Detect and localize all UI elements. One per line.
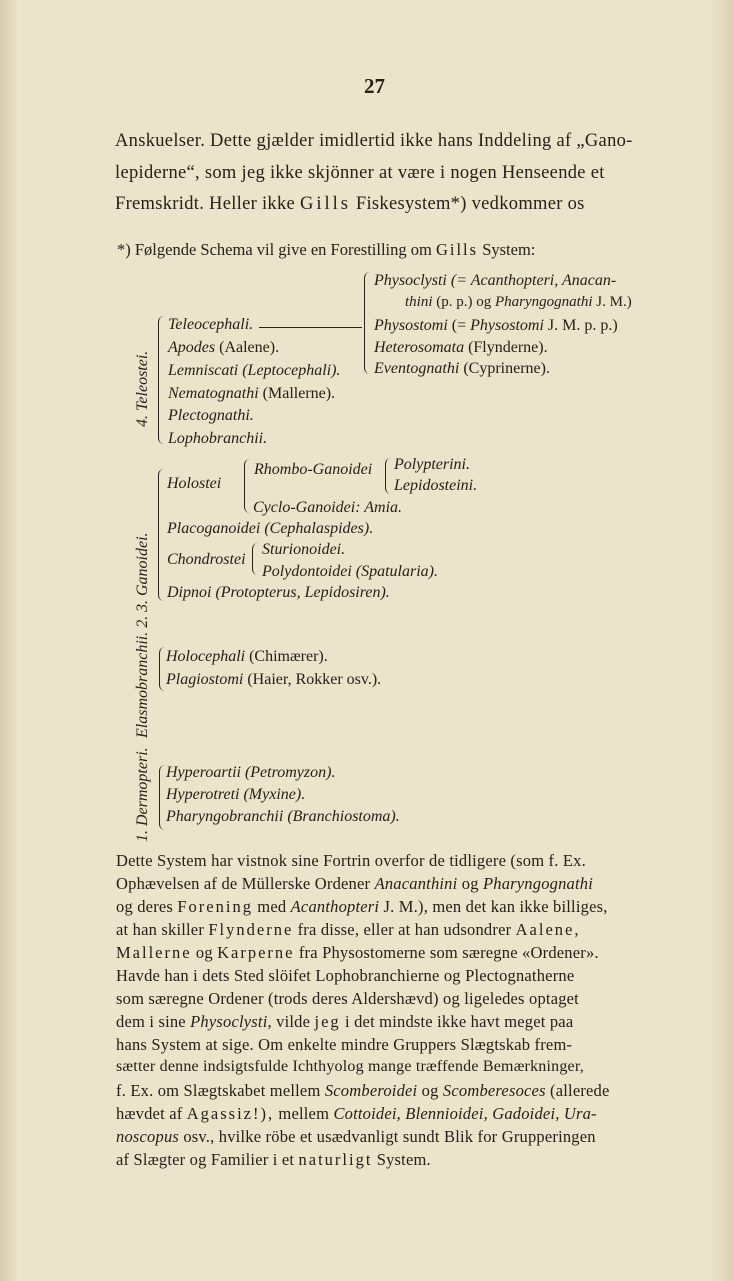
- holostei-label: Holostei: [167, 475, 222, 492]
- eventognathi-entry: Eventognathi (Cyprinerne).: [374, 360, 550, 377]
- physoclysti-bracket: [364, 272, 373, 374]
- intro-line-3a: Fremskridt. Heller ikke: [115, 194, 296, 214]
- heterosomata-entry: Heterosomata (Flynderne).: [374, 339, 548, 356]
- final-line-14: af Slægter og Familier i et naturligt System.: [116, 1150, 431, 1169]
- plectognathi-label: Plectognathi.: [168, 407, 254, 424]
- sturionoidei-label: Sturionoidei.: [262, 541, 346, 558]
- final-line-12: hævdet af Agassiz!), mellem Cottoidei, Blennioidei, Gadoidei, Ura-: [116, 1104, 597, 1123]
- final-line-2: Ophævelsen af de Müllerske Ordener Anacanthini og Pharyngognathi: [116, 874, 594, 893]
- final-line-11: f. Ex. om Slægtskabet mellem Scomberoidei og Scomberesoces (allerede: [116, 1081, 610, 1100]
- page-number: 27: [364, 74, 385, 98]
- final-line-6: Havde han i dets Sted slöifet Lophobranchierne og Plectognatherne: [116, 966, 575, 985]
- footnote-text-b: System:: [482, 240, 536, 259]
- final-line-3: og deres Forening med Acanthopteri J. M.), men det kan ikke billiges,: [116, 897, 608, 916]
- apodes-entry: Apodes (Aalene).: [168, 339, 280, 356]
- placoganoidei-entry: Placoganoidei (Cephalaspides).: [167, 520, 374, 537]
- footnote: [117, 240, 535, 260]
- final-line-8: dem i sine Physoclysti, vilde jeg i det mindste ikke havt meget paa: [116, 1012, 574, 1031]
- final-line-13: noscopus osv., hvilke röbe et usædvanligt sundt Blik for Grupperingen: [116, 1127, 596, 1146]
- side-label-teleostei: 4. Teleostei.: [134, 350, 151, 427]
- final-line-9: hans System at sige. Om enkelte mindre Gruppers Slægtskab frem-: [116, 1035, 573, 1054]
- plagiostomi-entry: Plagiostomi (Haier, Rokker osv.).: [166, 671, 382, 688]
- chondrostei-bracket: [252, 543, 259, 575]
- final-line-10: sætter denne indsigtsfulde Ichthyolog mange træffende Bemærkninger,: [116, 1058, 584, 1075]
- intro-line-3b: Fiskesystem*) vedkommer os: [355, 194, 585, 214]
- physoclysti-entry-cont: thini (p. p.) og Pharyngognathi J. M.): [405, 294, 632, 310]
- footnote-text-a: Følgende Schema vil give en Forestilling om: [134, 240, 432, 259]
- holocephali-entry: Holocephali (Chimærer).: [166, 648, 328, 665]
- physostomi-entry: Physostomi (= Physostomi J. M. p. p.): [374, 317, 618, 334]
- final-line-4: at han skiller Flynderne fra disse, eller at han udsondrer Aalene,: [116, 920, 581, 939]
- rhombo-bracket: [385, 458, 393, 494]
- intro-line-1: Anskuelser. Dette gjælder imidlertid ikke hans Inddeling af „Gano-: [115, 131, 633, 151]
- hyperoartii-label: Hyperoartii (Petromyzon).: [166, 764, 336, 781]
- teleostei-bracket: [158, 316, 167, 444]
- intro-line-2: lepiderne“, som jeg ikke skjönner at være i nogen Henseende et: [115, 163, 605, 183]
- ganoidei-bracket: [158, 469, 167, 601]
- polypterini-label: Polypterini.: [394, 456, 470, 473]
- final-line-7: som særegne Ordener (trods deres Aldershævd) og ligeledes optaget: [116, 989, 579, 1008]
- cyclo-ganoidei-entry: Cyclo-Ganoidei: Amia.: [253, 499, 403, 516]
- chondrostei-label: Chondrostei: [167, 551, 246, 568]
- hyperotreti-label: Hyperotreti (Myxine).: [166, 786, 306, 803]
- side-label-elasmobranchii: Elasmobranchii. 2.: [134, 615, 151, 738]
- physoclysti-entry: Physoclysti (= Acanthopteri, Anacan-: [374, 272, 617, 289]
- intro-line-3: [115, 194, 585, 215]
- side-label-dermopteri: 1. Dermopteri.: [134, 747, 151, 842]
- polydontoidei-label: Polydontoidei (Spatularia).: [262, 563, 438, 580]
- side-label-ganoidei: 3. Ganoidei.: [134, 532, 151, 612]
- intro-gill-name: Gills: [299, 194, 351, 214]
- footnote-marker: *): [117, 240, 131, 259]
- dipnoi-label: Dipnoi (Protopterus, Lepidosiren).: [167, 584, 390, 601]
- teleocephali-label: Teleocephali.: [168, 316, 254, 333]
- lophobranchii-label: Lophobranchii.: [168, 430, 268, 447]
- lepidosteini-label: Lepidosteini.: [394, 477, 478, 494]
- teleocephali-connector: [259, 327, 362, 328]
- final-line-5: Mallerne og Karperne fra Physostomerne som særegne «Ordener».: [116, 943, 599, 962]
- rhombo-ganoidei-label: Rhombo-Ganoidei: [254, 461, 373, 478]
- holostei-bracket: [244, 459, 252, 513]
- lemniscati-entry: Lemniscati (Leptocephali).: [168, 362, 341, 379]
- pharyngobranchii-label: Pharyngobranchii (Branchiostoma).: [166, 808, 400, 825]
- final-line-1: Dette System har vistnok sine Fortrin overfor de tidligere (som f. Ex.: [116, 851, 586, 870]
- footnote-gill-name: Gills: [435, 240, 479, 259]
- nematognathi-entry: Nematognathi (Mallerne).: [168, 385, 336, 402]
